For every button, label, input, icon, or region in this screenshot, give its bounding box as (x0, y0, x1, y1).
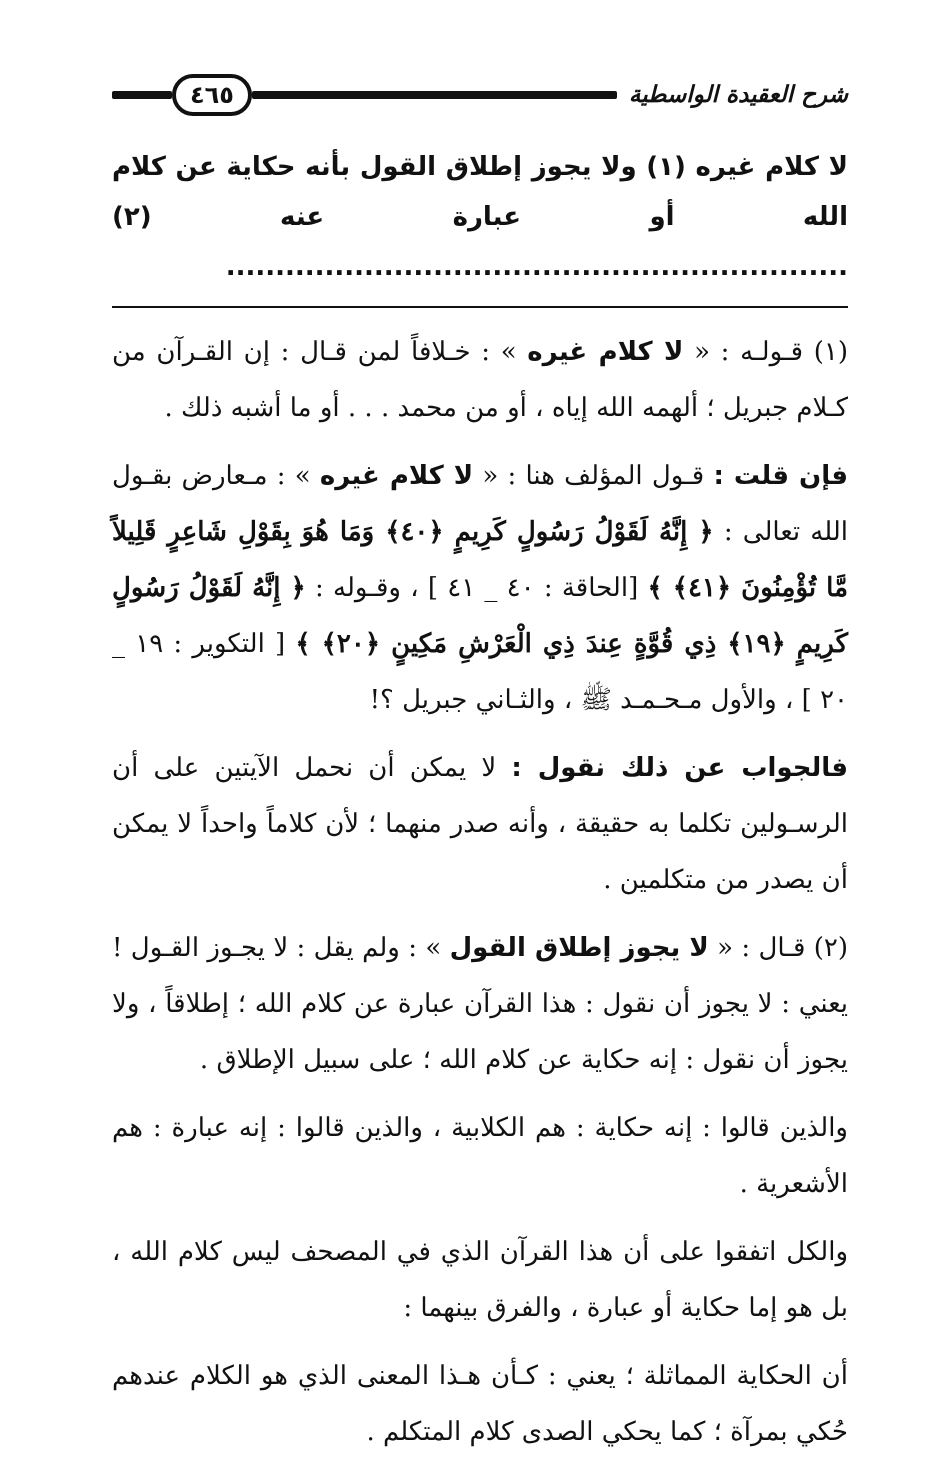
note-2-lead: قـال : « (717, 933, 806, 963)
question-paragraph (112, 448, 848, 728)
matn-body: لا كلام غيره (١) ولا يجوز إطلاق القول بأنه حكاية عن كلام الله أو عبارة عنه (٢) (112, 152, 848, 232)
ref-haqqa: [الحاقة : ٤٠ _ ٤١ ] (427, 573, 639, 603)
note-1-number: (١) (813, 337, 849, 367)
page-number: ٤٦٥ (172, 74, 252, 116)
book-title: شرح العقيدة الواسطية (628, 82, 848, 108)
note-2-rest: » : ولم يقل : لا يجـوز القـول ! يعني : لا يجوز أن نقول : هذا القرآن عبارة عن كلام الله ؛ إطلاقاً ، ولا يجوز أن نقول : إنه حكاية عن كلام الله ؛ على سبيل الإطلاق . (112, 933, 848, 1075)
note-1-rest: » : خـلافاً لمن قـال : إن القـرآن من كـلام جبريل ؛ ألهمه الله إياه ، أو من محمد . . . أو ما أشبه ذلك . (112, 337, 848, 423)
hikaya-paragraph: أن الحكاية المماثلة ؛ يعني : كـأن هـذا المعنى الذي هو الكلام عندهم حُكي بمرآة ؛ كما يحكي الصدى كلام المتكلم . (112, 1361, 848, 1447)
ayah-haqqa: ﴿ إِنَّهُ لَقَوْلُ رَسُولٍ كَرِيمٍ ﴿٤٠﴾ وَمَا هُوَ بِقَوْلِ شَاعِرٍ قَلِيلاً مَّا تُؤْمِنُونَ ﴿٤١﴾ ﴾ (112, 517, 849, 603)
question-quote: لا كلام غيره (319, 461, 474, 491)
header-rule (252, 91, 617, 99)
note-2 (112, 920, 848, 1088)
running-header (112, 70, 848, 120)
answer-text: لا يمكن أن نحمل الآيتين على أن الرسـولين تكلما به حقيقة ، وأنه صدر منهما ؛ لأن كلاماً واحداً لا يمكن أن يصدر من متكلمين . (112, 753, 848, 895)
matn-text (112, 142, 848, 292)
question-text-4: ، والأول مـحـمـد ﷺ ، والثـاني جبريل ؟! (369, 685, 794, 715)
answer-paragraph (112, 740, 848, 908)
note-1 (112, 324, 848, 436)
question-text-2: » : مـعارض بقـول الله تعالى : (112, 461, 849, 547)
answer-lead: فالجواب عن ذلك نقول : (511, 753, 849, 783)
note-2-number: (٢) (813, 933, 849, 963)
footnote-separator (112, 306, 848, 308)
matn-dots: ............................................................... (225, 252, 848, 282)
page (0, 70, 943, 1447)
question-text-3: ، وقـوله : (315, 573, 419, 603)
ayah-takwir: ﴿ إِنَّهُ لَقَوْلُ رَسُولٍ كَرِيمٍ ﴿١٩﴾ ذِي قُوَّةٍ عِندَ ذِي الْعَرْشِ مَكِينٍ ﴿٢٠﴾ ﴾ (112, 573, 849, 659)
groups-paragraph: والذين قالوا : إنه حكاية : هم الكلابية ، والذين قالوا : إنه عبارة : هم الأشعرية . (112, 1113, 848, 1199)
note-2-quote: لا يجوز إطلاق القول (449, 933, 709, 963)
note-1-quote: لا كلام غيره (527, 337, 684, 367)
ref-takwir: [ التكوير : ١٩ _ ٢٠ ] (112, 629, 848, 715)
note-1-lead: قـولـه : « (694, 337, 804, 367)
agreement-paragraph: والكل اتفقوا على أن هذا القرآن الذي في المصحف ليس كلام الله ، بل هو إما حكاية أو عبارة ، والفرق بينهما : (112, 1237, 848, 1323)
question-text-1: قـول المؤلف هنا : « (482, 461, 705, 491)
question-lead: فإن قلت : (713, 461, 849, 491)
header-rule-tail (112, 91, 172, 99)
